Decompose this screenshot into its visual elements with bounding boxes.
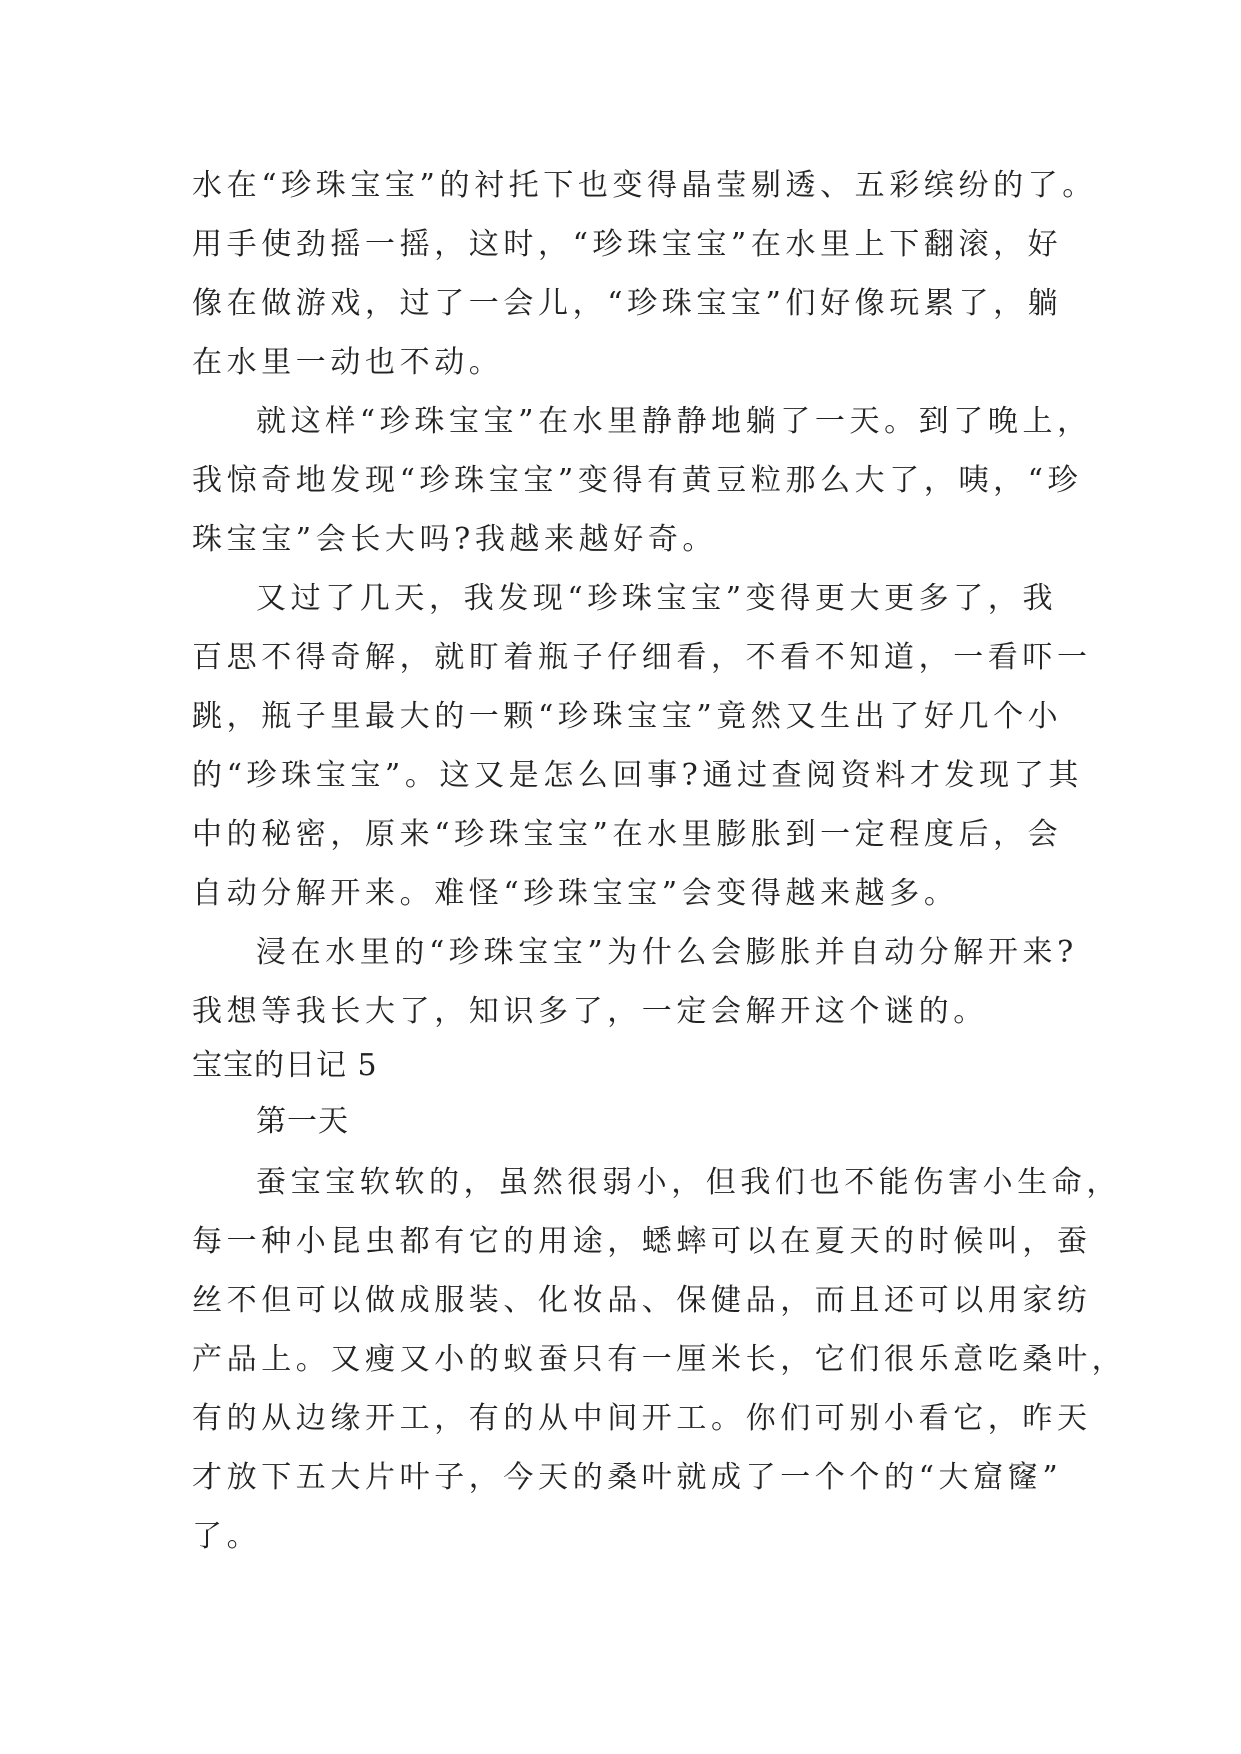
text-line: 了。 xyxy=(192,1519,262,1554)
text-line: 我惊奇地发现“珍珠宝宝”变得有黄豆粒那么大了，咦，“珍 xyxy=(192,463,1083,498)
paragraph-first-line: 就这样“珍珠宝宝”在水里静静地躺了一天。到了晚上， xyxy=(256,404,1092,439)
text-line: 自动分解开来。难怪“珍珠宝宝”会变得越来越多。 xyxy=(192,876,959,911)
paragraph-first-line: 又过了几天，我发现“珍珠宝宝”变得更大更多了，我 xyxy=(256,581,1058,616)
text-line: 在水里一动也不动。 xyxy=(192,345,504,380)
document-body xyxy=(192,156,1127,1566)
paragraph-first-line: 浸在水里的“珍珠宝宝”为什么会膨胀并自动分解开来? xyxy=(256,935,1078,970)
text-line: 才放下五大片叶子，今天的桑叶就成了一个个的“大窟窿” xyxy=(192,1460,1063,1495)
text-line: 有的从边缘开工，有的从中间开工。你们可别小看它，昨天 xyxy=(192,1401,1092,1436)
text-line: 用手使劲摇一摇，这时，“珍珠宝宝”在水里上下翻滚，好 xyxy=(192,227,1063,262)
text-line: 水在“珍珠宝宝”的衬托下也变得晶莹剔透、五彩缤纷的了。 xyxy=(192,168,1097,203)
text-line: 珠宝宝”会长大吗?我越来越好奇。 xyxy=(192,522,718,557)
text-line: 产品上。又瘦又小的蚁蚕只有一厘米长，它们很乐意吃桑叶， xyxy=(192,1342,1127,1377)
text-line: 百思不得奇解，就盯着瓶子仔细看，不看不知道，一看吓一 xyxy=(192,640,1092,675)
text-line: 像在做游戏，过了一会儿，“珍珠宝宝”们好像玩累了，躺 xyxy=(192,286,1063,321)
diary-day-heading: 第一天 xyxy=(256,1104,349,1139)
text-line: 中的秘密，原来“珍珠宝宝”在水里膨胀到一定程度后，会 xyxy=(192,817,1063,852)
text-line: 丝不但可以做成服装、化妆品、保健品，而且还可以用家纺 xyxy=(192,1283,1092,1318)
text-line: 每一种小昆虫都有它的用途，蟋蟀可以在夏天的时候叫，蚕 xyxy=(192,1224,1092,1259)
section-title: 宝宝的日记 5 xyxy=(192,1048,378,1083)
text-line: 跳，瓶子里最大的一颗“珍珠宝宝”竟然又生出了好几个小 xyxy=(192,699,1063,734)
text-line: 的“珍珠宝宝”。这又是怎么回事?通过查阅资料才发现了其 xyxy=(192,758,1083,793)
text-line: 我想等我长大了，知识多了，一定会解开这个谜的。 xyxy=(192,994,988,1029)
paragraph-first-line: 蚕宝宝软软的，虽然很弱小，但我们也不能伤害小生命， xyxy=(256,1165,1121,1200)
